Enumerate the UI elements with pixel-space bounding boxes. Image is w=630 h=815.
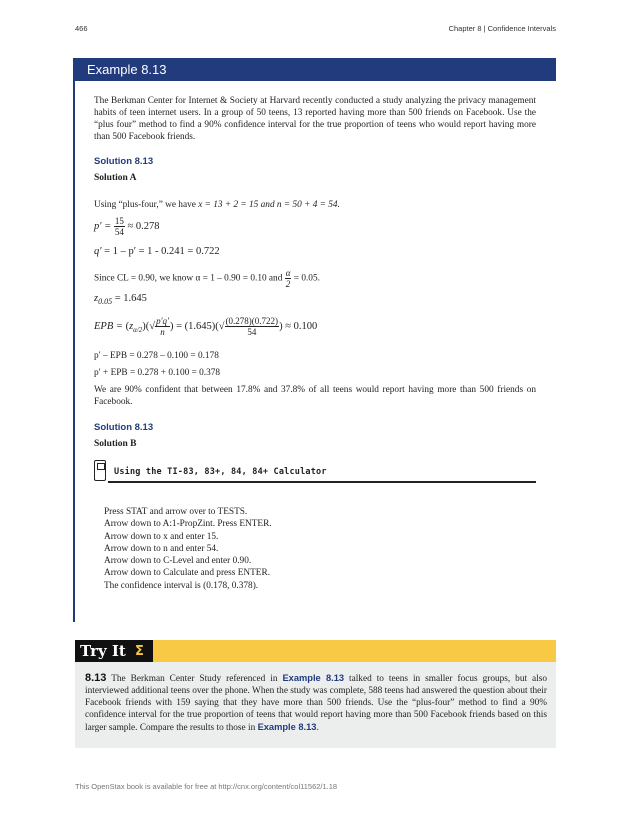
alpha-result: = 0.05. [293,273,320,284]
try-it-banner [75,640,556,662]
solution-a-heading: Solution 8.13 [94,156,154,167]
p-prime-formula: p′ = $\frac{15}{54}$ ≈ 0.278 [94,216,160,237]
p-denominator: 54 [114,227,124,237]
calculator-title: Using the TI-83, 83+, 84, 84+ Calculator [114,467,327,477]
step-item: Arrow down to x and enter 15. [104,531,219,542]
step-item: Arrow down to Calculate and press ENTER. [104,568,271,579]
example-problem: The Berkman Center for Internet & Society at Harvard recently conducted a study analyzing the privacy management habits of teen internet users. In a group of 50 teens, 13 reported having more than 500 friends on Facebook. Use the “plus four” method to find a 90% confidence interval for the true proportion of teens who would report having more than 500 Facebook friends. [94,96,536,142]
chapter-title: Chapter 8 | Confidence Intervals [448,24,556,33]
conclusion-text: We are 90% confident that between 17.8% and 37.8% of all teens would report having more than 500 friends on Facebook. [94,385,536,407]
step-item: Press STAT and arrow over to TESTS. [104,507,248,517]
epb-mid: = (1.645) [176,320,216,332]
step-item: Arrow down to n and enter 54. [104,543,219,554]
q-prime-formula: q′ = 1 – p′ = 1 - 0.241 = 0.722 [94,246,220,257]
calculator-icon [94,460,106,481]
z-label: z [94,293,99,304]
sigma-icon: Σ [135,644,144,659]
plus-four-prefix: Using “plus-four,” we have [94,200,199,210]
epb-inner-denominator: 54 [247,327,257,337]
epb-formula: EPB = $(z_{\alpha/2})(√$ $\frac{p'q'}{n}$ ) = (1.645)(√ $\frac{(0.278)(0.722)}{54}$ ) ≈ 0.100 [94,316,318,337]
solution-a-subheading: Solution A [94,173,137,183]
try-it-text: 8.13 The Berkman Center Study referenced in Example 8.13 talked to teens in smaller focus groups, but also interviewed additional teens over the phone. When the study was complete, 588 teens had answered the question about their Facebook friends with 159 saying that they have more than 500 friends. Use the “plus-four” method to find a 90% confidence interval for the true proportion of teens that would report having more than 500 Facebook friends based on this larger sample. Compare the results to those in Example 8.13. [85,672,548,733]
try-it-label: Try It [75,640,153,662]
lower-bound-line: p′ – EPB = 0.278 – 0.100 = 0.178 [94,351,219,361]
upper-bound-line: p′ + EPB = 0.278 + 0.100 = 0.378 [94,368,221,378]
calculator-rule [108,481,536,483]
try-it-number: 8.13 [85,672,107,684]
calculator-steps [104,506,272,592]
p-fraction [114,216,125,237]
try-it-box [75,662,556,748]
page-footer: This OpenStax book is available for free at http://cnx.org/content/col11562/1.18 [75,782,338,791]
alpha-fraction [285,268,292,289]
z-score-line [94,293,147,306]
p-result: ≈ 0.278 [127,220,160,232]
p-numerator: 15 [114,216,124,226]
q-line: = 1 – p′ = 1 - 0.241 = 0.722 [104,246,220,257]
alpha-denominator: 2 [285,279,291,289]
example-title: Example 8.13 [75,58,556,81]
epb-lhs: EPB = [94,320,126,332]
z-value: = 1.645 [114,293,147,304]
epb-inner-numerator: (0.278)(0.722) [225,316,279,326]
step-item: The confidence interval is (0.178, 0.378). [104,580,259,591]
cl-text: Since CL = 0.90, we know α = 1 – 0.90 = 0.10 and [94,273,283,284]
example-side-rule [73,58,75,622]
calculator-callout [94,460,536,484]
solution-b-heading: Solution 8.13 [94,422,154,433]
page-number: 466 [75,24,88,33]
epb-numeric-fraction [225,316,280,337]
step-item: Arrow down to A:1-PropZint. Press ENTER. [104,519,272,530]
epb-result: ≈ 0.100 [285,320,318,332]
example-link[interactable]: Example 8.13 [282,673,345,683]
cl-line [94,268,320,289]
solution-b-subheading: Solution B [94,439,137,449]
example-link[interactable]: Example 8.13 [257,722,317,732]
alpha-numerator: α [285,268,291,278]
epb-symbolic-fraction: $\frac{p'q'}{n}$ [156,316,169,337]
step-item: Arrow down to C-Level and enter 0.90. [104,556,252,567]
plus-four-math: x = 13 + 2 = 15 and n = 50 + 4 = 54. [198,200,340,210]
plus-four-line [94,200,340,210]
z-subscript: 0.05 [98,297,113,307]
